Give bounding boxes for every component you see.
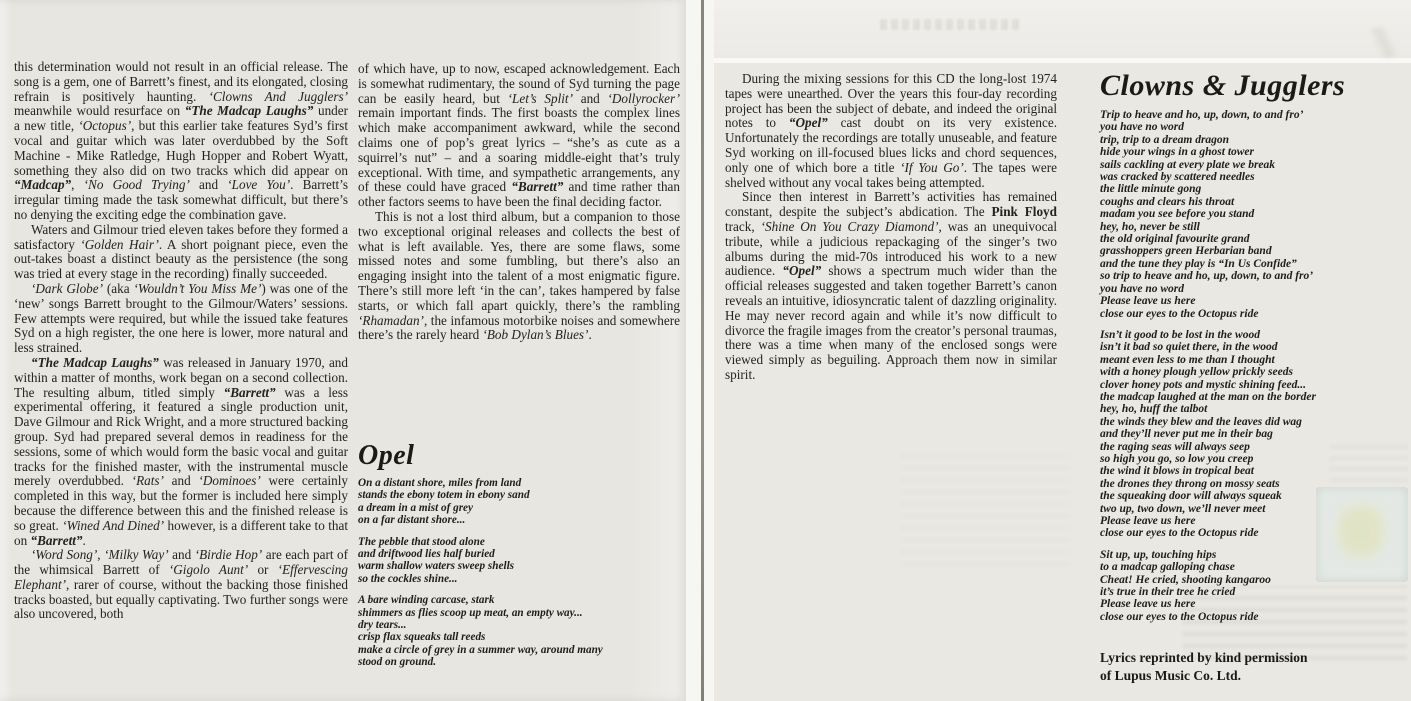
lyric-stanza [358,594,680,668]
lyric-line: isn’t it bad so quiet there, in the wood [1100,341,1278,354]
lyric-line: was cracked by scattered needles [1100,171,1255,184]
lyric-line: close our eyes to the Octopus ride [1100,307,1259,320]
lyric-line: you have no word [1100,282,1185,295]
lyric-line: to a madcap galloping chase [1100,561,1235,574]
lyric-stanza [1100,109,1410,320]
lyric-line: with a honey plough yellow prickly seeds [1100,366,1293,379]
lyric-line: the little minute gong [1100,183,1202,196]
lyric-line: the winds they blew and the leaves did wag [1100,415,1302,428]
paragraph: Waters and Gilmour tried eleven takes before they formed a satisfactory ‘Golden Hair’. A short poignant piece, even the out-takes boast a distinct beauty as the persistence (the song was tried at every stage in the recording) finally succeeded. [14,221,348,282]
clowns-lyrics [1100,109,1410,623]
credit-line: Lyrics reprinted by kind permission [1100,650,1308,666]
lyric-line: and they’ll never put me in their bag [1100,428,1273,441]
lyric-line: hey, ho, never be still [1100,220,1200,233]
paragraph: ‘Word Song’, ‘Milky Way’ and ‘Birdie Hop’ are each part of the whimsical Barrett of ‘Gigolo Aunt’ or ‘Effervescing Elephant’, rarer of course, without the backing those finished tracks boasted, but equally captivating. Two further songs were also uncovered, both [14,547,348,622]
paragraph: this determination would not result in an official release. The song is a gem, one of Barrett’s finest, and its elongated, closing refrain is positively haunting. ‘Clowns And Jugglers’ meanwhile would resurface on “The Madcap Laughs” under a new title, ‘Octopus’, but this earlier take features Syd’s first vocal and guitar which was later overdubbed by the Soft Machine - Mike Ratledge, Hugh Hopper and Robert Wyatt, something they also did on two tracks which did appear on “Madcap”, ‘No Good Trying’ and ‘Love You’. Barrett’s irregular timing made the task somewhat difficult, but there’s no denying the exciting edge the combination gave. [14,59,349,222]
lyric-line: Isn’t it good to be lost in the wood [1100,328,1260,341]
opel-title: Opel [358,440,415,471]
essay-column-2 [358,62,680,343]
lyric-line: sails cackling at every plate we break [1100,158,1276,171]
essay-column-1 [14,60,348,622]
lyric-line: coughs and clears his throat [1100,195,1235,208]
lyric-line: the madcap laughed at the man on the border [1100,390,1316,403]
lyric-line: the raging seas will always seep [1100,440,1250,453]
lyric-line: On a distant shore, miles from land [358,477,522,489]
lyric-line: The pebble that stood alone [358,535,485,548]
lyric-line: close our eyes to the Octopus ride [1100,527,1259,540]
lyric-line: so high you go, so low you creep [1100,452,1254,465]
lyric-line: Sit up, up, touching hips [1100,548,1217,561]
lyric-line: you have no word [1100,121,1185,134]
lyric-stanza [1100,549,1410,623]
lyric-line: clover honey pots and mystic shining feed... [1100,378,1307,391]
lyric-line: meant even less to me than I thought [1100,353,1275,366]
lyric-line: so the cockles shine... [358,572,458,585]
lyric-line: madam you see before you stand [1100,208,1255,221]
paragraph: Since then interest in Barrett’s activities has remained constant, despite the subject’s abdication. The Pink Floyd track, ‘Shine On You Crazy Diamond’, was an unequivocal tribute, while a judicious repackaging of the singer’s two albums during the mid-70s introduced his work to a new audience. “Opel” shows a spectrum much wider than the official releases suggested and taken together Barrett’s canon reveals an intuitive, idiosyncratic talent of dazzling originality. He may never record again and while it’s now difficult to divorce the fragile images from the creator’s personal traumas, there was a time when many of the enclosed songs were viewed simply as beguiling. Approach them now in similar spirit. [725,189,1058,382]
lyric-line: shimmers as flies scoop up meat, an empty way... [358,606,583,619]
lyric-line: stood on ground. [358,656,437,669]
lyric-line: warm shallow waters sweep shells [358,560,515,573]
lyric-line: a dream in a mist of grey [358,501,473,514]
paragraph: ‘Dark Globe’ (aka ‘Wouldn’t You Miss Me’) was one of the ‘new’ songs Barrett brought to the Gilmour/Waters’ sessions. Few attempts were required, but while the issued take features Syd on a high register, the one here is lower, more natural and less strained. [14,280,348,356]
lyric-line: make a circle of grey in a summer way, around many [358,643,603,656]
essay-column-3 [725,72,1057,383]
lyric-line: Please leave us here [1100,295,1196,308]
lyric-line: the old original favourite grand [1100,233,1250,246]
paragraph: During the mixing sessions for this CD the long-lost 1974 tapes were unearthed. Over the years this four-day recording project has been the subject of debate, and indeed the original notes to “Opel” cast doubt on its very existence. Unfortunately the recordings are totally unuseable, and feature Syd working on ill-focused blues licks and chord sequences, only one of which bore a title ‘If You Go’. The tapes were shelved without any vocal takes being attempted. [725,71,1057,190]
lyric-line: two up, two down, we’ll never meet [1100,502,1266,515]
lyric-line: the drones they throng on mossy seats [1100,477,1280,490]
lyric-line: Please leave us here [1100,598,1196,611]
page-left [0,0,686,701]
lyric-line: close our eyes to the Octopus ride [1100,610,1259,623]
lyric-line: hide your wings in a ghost tower [1100,146,1255,159]
paragraph: This is not a lost third album, but a companion to those two exceptional original releases and collects the best of what is left available. Yes, there are some flaws, some missed notes and some fumbling, but there’s also an engaging insight into the talent of a most enigmatic figure. There’s still more left ‘in the can’, takes hampered by false starts, or which fall apart quickly, there’s the rambling ‘Rhamadan’, the infamous motorbike noises and somewhere there’s the rarely heard ‘Bob Dylan’s Blues’. [358,208,680,343]
page-top-band [714,0,1411,63]
lyric-line: A bare winding carcase, stark [358,594,495,607]
opel-lyrics-section [358,440,680,678]
lyric-line: and driftwood lies half buried [358,548,495,561]
lyric-line: the wind it blows in tropical beat [1100,465,1254,478]
lyric-line: the squeaking door will always squeak [1100,490,1282,503]
lyric-line: Please leave us here [1100,515,1196,527]
lyric-line: crisp flax squeaks tall reeds [358,631,486,644]
lyric-line: and the tune they play is “In Us Confide” [1100,257,1297,270]
lyric-line: dry tears... [358,619,407,632]
page-fold [686,0,714,701]
fold-line [701,0,704,701]
lyric-line: Cheat! He cried, shooting kangaroo [1100,573,1271,586]
lyric-line: so trip to heave and ho, up, down, to and fro’ [1100,270,1314,283]
credit-line: of Lupus Music Co. Ltd. [1100,667,1242,683]
opel-lyrics [358,477,680,669]
paragraph: of which have, up to now, escaped acknowledgement. Each is somewhat rudimentary, the sound of Syd turning the page can be easily heard, but ‘Let’s Split’ and ‘Dollyrocker’ remain important finds. The first boasts the complex lines which make accompaniment awkward, while the second claims one of pop’s great lyrics – “she’s as cute as a squirrel’s nut” – and a soaring middle-eight that’s truly exceptional. With time, and sympathetic arrangements, any of these could have graced “Barrett” and time rather than other factors seems to have been the final deciding factor. [358,61,680,210]
lyric-stanza [358,536,680,586]
lyric-line: Trip to heave and ho, up, down, to and fro’ [1100,109,1304,121]
lyric-stanza [358,477,680,527]
lyric-line: trip, trip to a dream dragon [1100,133,1230,146]
lyric-line: hey, ho, huff the talbot [1100,403,1208,416]
lyric-line: stands the ebony totem in ebony sand [358,489,530,502]
lyrics-credit [1100,649,1410,684]
clowns-lyrics-section [1100,68,1410,684]
lyric-line: it’s true in their tree he cried [1100,586,1236,599]
page-right [714,0,1411,701]
clowns-title: Clowns & Jugglers [1100,69,1346,102]
lyric-stanza [1100,329,1410,540]
paragraph: “The Madcap Laughs” was released in January 1970, and within a matter of months, work began on a second collection. The resulting album, titled simply “Barrett” was a less experimental offering, it featured a single production unit, Dave Gilmour and Rick Wright, and a more structured backing group. Syd had prepared several demos in readiness for the sessions, some of which would form the basic vocal and guitar tracks for the finished master, with the instrumental muscle merely overdubbed. ‘Rats’ and ‘Dominoes’ were certainly completed in this way, but the former is included here simply because the difference between this and the finished release is so great. ‘Wined And Dined’ however, is a different take to that on “Barrett”. [14,354,348,548]
lyric-line: grasshoppers green Herbarian band [1100,245,1272,258]
bleedthrough-text-ghost [900,448,1070,566]
lyric-line: on a far distant shore... [358,514,466,527]
